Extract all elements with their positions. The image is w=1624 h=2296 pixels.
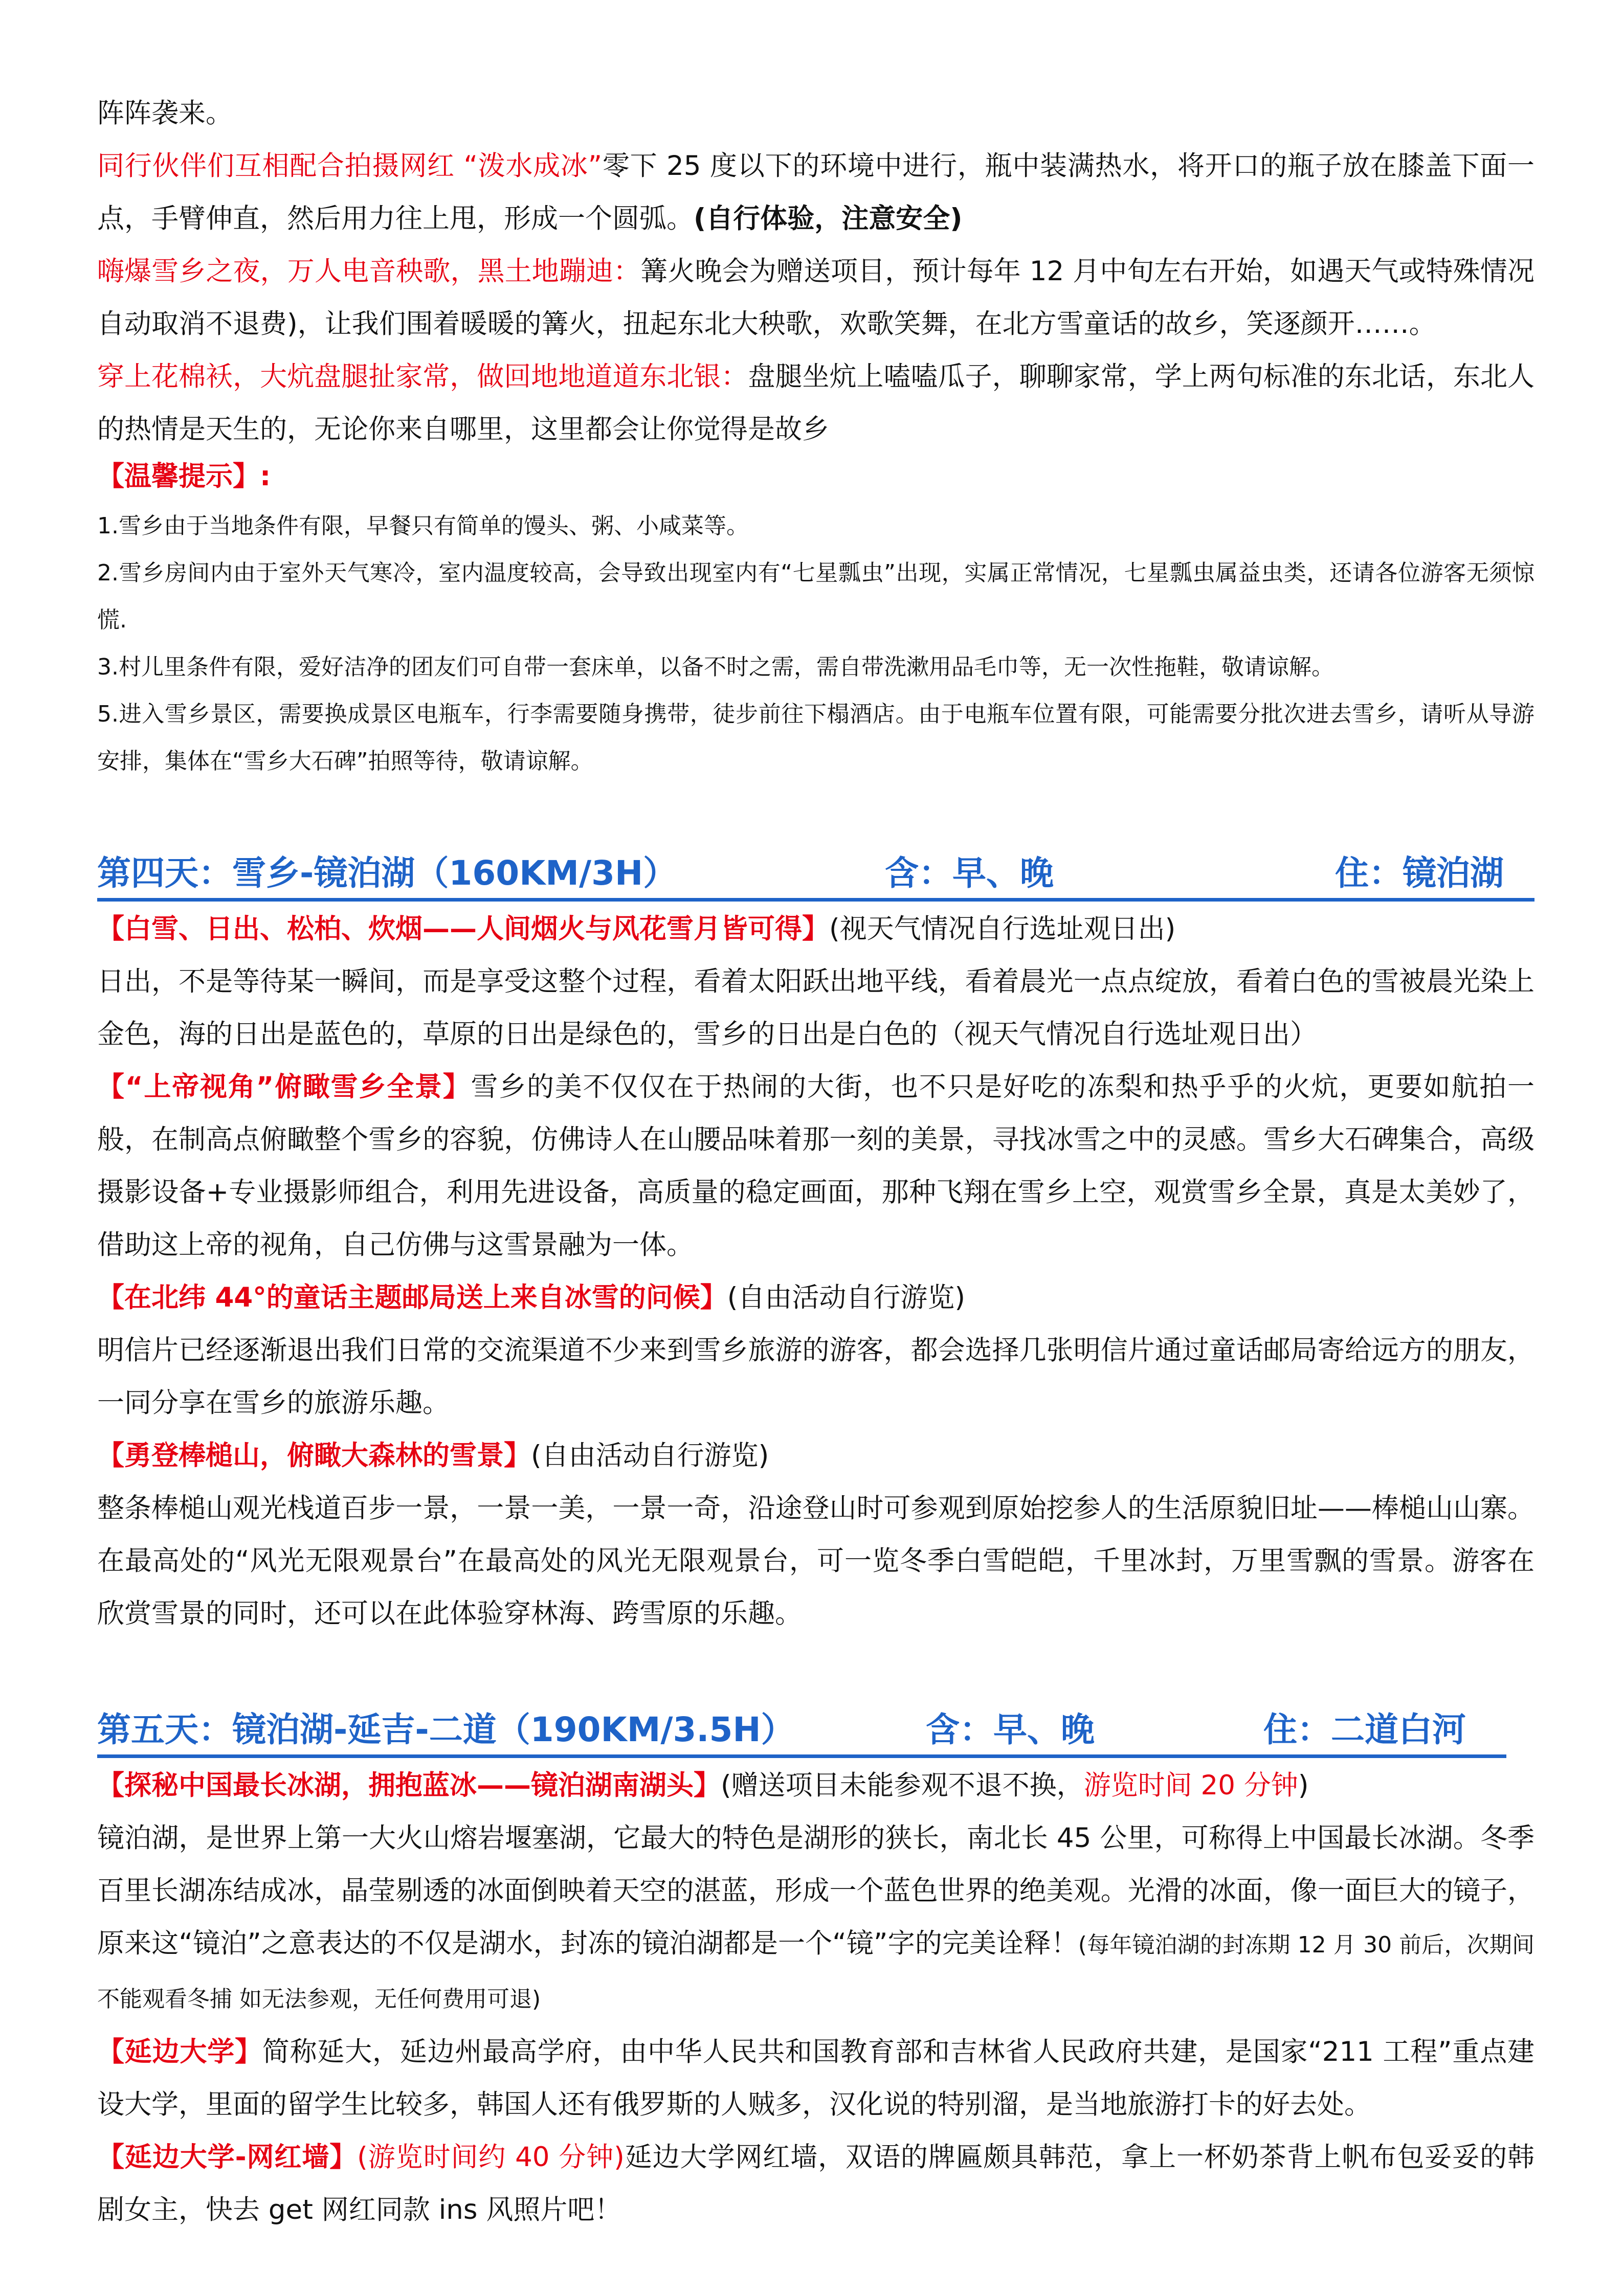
tips-title: 【温馨提示】:	[97, 461, 271, 492]
intro-text: 盘腿坐炕上嗑嗑瓜子，聊聊家常，学上两句标准的东北话，东北人的热情是天生的，无论你来自哪里，这里都会让你觉得是故乡	[97, 361, 1535, 445]
intro-bold-note: (自行体验，注意安全)	[694, 203, 963, 234]
day4-section	[97, 903, 1534, 1640]
section-note-highlight: (游览时间约 40 分钟)	[357, 2142, 625, 2173]
day4-sunrise-text: 日出，不是等待某一瞬间，而是享受这整个过程，看着太阳跃出地平线，看着晨光一点点绽放，看着白色的雪被晨光染上金色，海的日出是蓝色的，草原的日出是绿色的，雪乡的日出是白色的（视天气情况自行选址观日出）	[97, 966, 1534, 1050]
section-text: 镜泊湖，是世界上第一大火山熔岩堰塞湖，它最大的特色是湖形的狭长，南北长 45 公里，可称得上中国最长冰湖。冬季百里长湖冻结成冰，晶莹剔透的冰面倒映着天空的湛蓝，形成一个蓝色世界的绝美观。光滑的冰面，像一面巨大的镜子，原来这“镜泊”之意表达的不仅是湖水，封冻的镜泊湖都是一个“镜”字的完美诠释！	[97, 1822, 1534, 1959]
tip-item: 3.村儿里条件有限，爱好洁净的团友们可自带一套床单，以备不时之需，需自带洗漱用品毛巾等，无一次性拖鞋，敬请谅解。	[97, 654, 1334, 680]
section-small-note: (每年镜泊湖的封冻期 12 月 30 前后，次期间不能观看冬捕 如无法参观，无任何费用可退)	[97, 1932, 1534, 2012]
day4-heading	[97, 849, 1534, 902]
day5-lake-heading	[97, 1759, 1534, 1812]
day5-wall	[97, 2131, 1534, 2236]
intro-paragraph-splash-ice	[97, 140, 1534, 245]
intro-paragraph-kang	[97, 350, 1534, 456]
tip-item: 2.雪乡房间内由于室外天气寒冷，室内温度较高，会导致出现室内有“七星瓢虫”出现，实属正常情况，七星瓢虫属益虫类，还请各位游客无须惊慌.	[97, 560, 1534, 633]
tips-section	[97, 450, 1534, 785]
section-text: 简称延大，延边州最高学府，由中华人民共和国教育部和吉林省人民政府共建，是国家“211 工程”重点建设大学，里面的留学生比较多，韩国人还有俄罗斯的人贼多，汉化说的特别溜，是当地旅游打卡的好去处。	[97, 2036, 1535, 2120]
day4-sunrise-heading	[97, 903, 1534, 955]
day5-title: 第五天：镜泊湖-延吉-二道（190KM/3.5H）	[97, 1710, 795, 1749]
section-note: (自由活动自行游览)	[531, 1440, 769, 1471]
section-note: (赠送项目未能参观不退不换，	[721, 1770, 1084, 1801]
day4-mountain-text: 整条棒槌山观光栈道百步一景，一景一美，一景一奇，沿途登山时可参观到原始挖参人的生活原貌旧址——棒槌山山寨。在最高处的“风光无限观景台”在最高处的风光无限观景台，可一览冬季白雪皑皑，千里冰封，万里雪飘的雪景。游客在欣赏雪景的同时，还可以在此体验穿林海、跨雪原的乐趣。	[97, 1493, 1534, 1629]
intro-highlight: 嗨爆雪乡之夜，万人电音秧歌，黑土地蹦迪：	[97, 256, 641, 287]
day4-postoffice-text: 明信片已经逐渐退出我们日常的交流渠道不少来到雪乡旅游的游客，都会选择几张明信片通过童话邮局寄给远方的朋友，一同分享在雪乡的旅游乐趣。	[97, 1335, 1534, 1419]
intro-paragraph-bonfire	[97, 245, 1534, 350]
day5-lake-text	[97, 1812, 1534, 2025]
day5-stay: 住：二道白河	[1263, 1710, 1466, 1749]
tip-item: 5.进入雪乡景区，需要换成景区电瓶车，行李需要随身携带，徒步前往下榻酒店。由于电瓶车位置有限，可能需要分批次进去雪乡，请听从导游安排，集体在“雪乡大石碑”拍照等待，敬请谅解。	[97, 701, 1534, 774]
section-note: (自由活动自行游览)	[727, 1282, 966, 1313]
intro-highlight: 穿上花棉袄，大炕盘腿扯家常，做回地地道道东北银：	[97, 361, 748, 392]
day5-section	[97, 1759, 1534, 2236]
day5-heading	[97, 1705, 1506, 1758]
section-text: 延边大学网红墙，双语的牌匾颇具韩范，拿上一杯奶茶背上帆布包妥妥的韩剧女主，快去 get 网红同款 ins 风照片吧！	[97, 2142, 1534, 2225]
section-title: 【延边大学-网红墙】	[97, 2142, 358, 2173]
section-title: 【白雪、日出、松柏、炊烟——人间烟火与风花雪月皆可得】	[97, 913, 829, 944]
section-text: 雪乡的美不仅仅在于热闹的大街，也不只是好吃的冻梨和热乎乎的火炕，更要如航拍一般，在制高点俯瞰整个雪乡的容貌，仿佛诗人在山腰品味着那一刻的美景，寻找冰雪之中的灵感。雪乡大石碑集合，高级摄影设备+专业摄影师组合，利用先进设备，高质量的稳定画面，那种飞翔在雪乡上空，观赏雪乡全景，真是太美妙了，借助这上帝的视角，自己仿佛与这雪景融为一体。	[97, 1071, 1534, 1260]
day5-university	[97, 2025, 1534, 2131]
section-title: 【延边大学】	[97, 2036, 262, 2067]
day4-panorama	[97, 1061, 1534, 1271]
intro-highlight: 同行伙伴们互相配合拍摄网红 “泼水成冰”	[97, 150, 603, 182]
day4-stay: 住：镜泊湖	[1335, 853, 1504, 893]
intro-text: 篝火晚会为赠送项目，预计每年 12 月中旬左右开始，如遇天气或特殊情况自动取消不退费)，让我们围着暖暖的篝火，扭起东北大秧歌，欢歌笑舞，在北方雪童话的故乡，笑逐颜开……。	[97, 256, 1535, 340]
section-title: 【在北纬 44°的童话主题邮局送上来自冰雪的问候】	[97, 1282, 727, 1313]
section-title: 【“上帝视角”俯瞰雪乡全景】	[97, 1071, 471, 1102]
section-title: 【探秘中国最长冰湖，拥抱蓝冰——镜泊湖南湖头】	[97, 1770, 721, 1801]
tip-item: 1.雪乡由于当地条件有限，早餐只有简单的馒头、粥、小咸菜等。	[97, 513, 749, 539]
intro-section	[97, 87, 1534, 456]
section-note: (视天气情况自行选址观日出)	[829, 913, 1176, 944]
intro-line: 阵阵袭来。	[97, 98, 233, 129]
section-note-highlight: 游览时间 20 分钟	[1083, 1770, 1298, 1801]
day4-postoffice-heading	[97, 1271, 1534, 1324]
day4-mountain-heading	[97, 1429, 1534, 1482]
intro-text: 零下 25 度以下的环境中进行，瓶中装满热水，将开口的瓶子放在膝盖下面一点，手臂伸直，然后用力往上甩，形成一个圆弧。	[97, 150, 1534, 234]
day4-title: 第四天：雪乡-镜泊湖（160KM/3H）	[97, 853, 677, 893]
day4-meals: 含：早、晚	[885, 853, 1054, 893]
section-title: 【勇登棒槌山，俯瞰大森林的雪景】	[97, 1440, 531, 1471]
section-note: )	[1298, 1770, 1309, 1801]
day5-meals: 含：早、晚	[926, 1710, 1095, 1749]
